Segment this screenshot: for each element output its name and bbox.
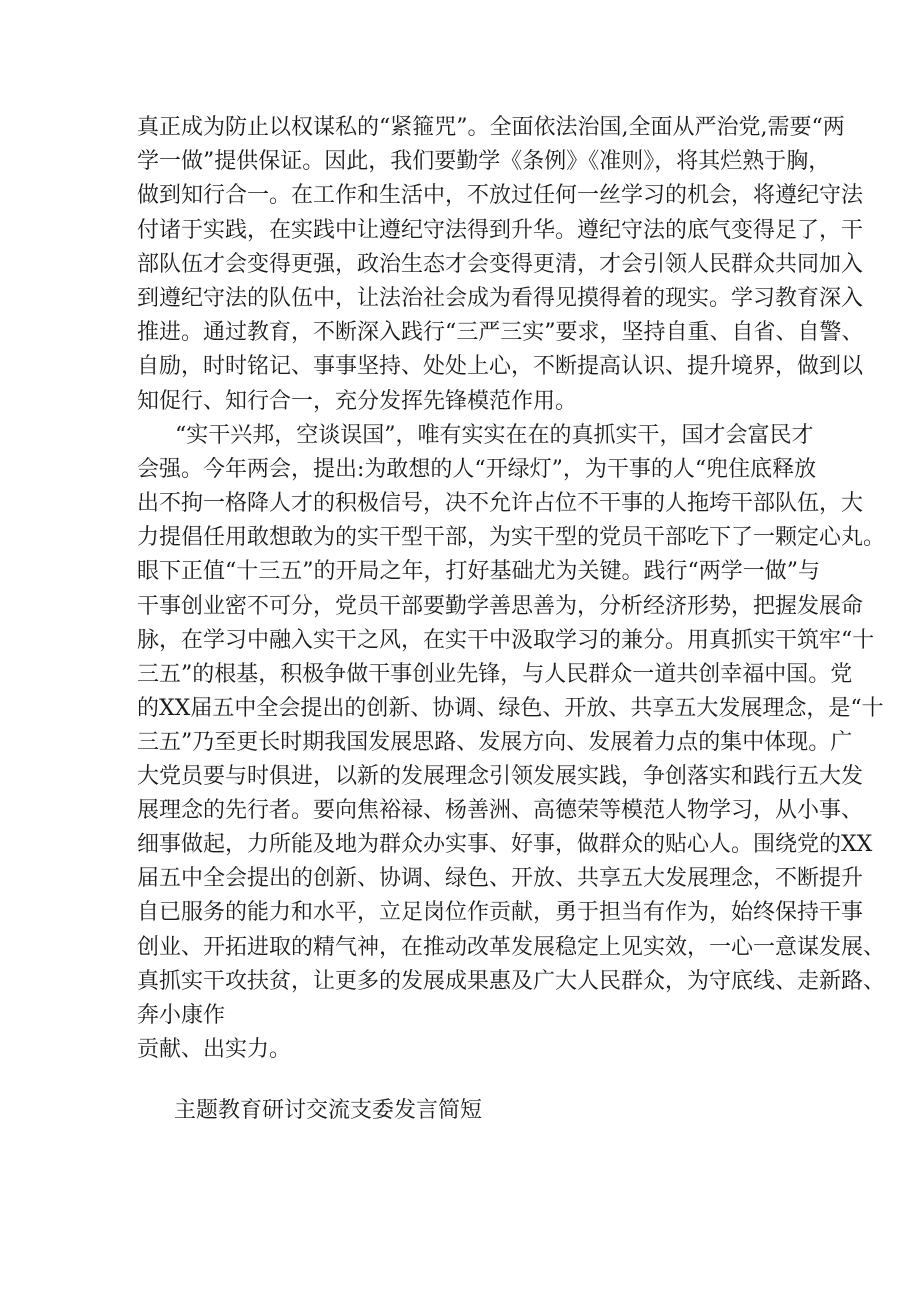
paragraph-2-line: 会强。今年两会，提出:为敢想的人“开绿灯”，为干事的人“兜住底释放 — [137, 457, 817, 483]
paragraph-2-line: 干事创业密不可分，党员干部要勤学善思善为，分析经济形势，把握发展命 — [137, 593, 864, 619]
paragraph-2-line: “实干兴邦，空谈误国”，唯有实实在在的真抓实干，国才会富民才 — [175, 423, 814, 448]
paragraph-2-line: 大党员要与时俱进，以新的发展理念引领发展实践，争创落实和践行五大发 — [137, 764, 864, 789]
paragraph-2-line: 细事做起，力所能及地为群众办实事、好事，做群众的贴心人。围绕党的XX — [137, 832, 873, 858]
section-heading: 主题教育研讨交流支委发言简短 — [174, 1098, 483, 1123]
paragraph-1-line: 推进。通过教育，不断深入践行“三严三实”要求，坚持自重、自省、自警、 — [137, 320, 864, 346]
paragraph-2-line: 自已服务的能力和水平，立足岗位作贡献，勇于担当有作为，始终保持干事 — [137, 900, 864, 926]
paragraph-2-line: 展理念的先行者。要向焦裕禄、杨善洲、高德荣等模范人物学习，从小事、 — [137, 798, 864, 824]
paragraph-2-line: 脉，在学习中融入实干之风，在实干中汲取学习的兼分。用真抓实干筑牢“十 — [137, 627, 875, 653]
paragraph-2-line: 真抓实干攻扶贫，让更多的发展成果惠及广大人民群众，为守底线、走新路、 — [137, 968, 886, 994]
paragraph-1-line: 自励，时时铭记、事事坚持、处处上心，不断提高认识、提升境界，做到以 — [137, 354, 864, 380]
paragraph-1-line: 付诸于实践，在实践中让遵纪守法得到升华。遵纪守法的底气变得足了，干 — [137, 217, 864, 243]
paragraph-1-line: 部队伍才会变得更强，政治生态才会变得更清，才会引领人民群众共同加入 — [137, 251, 864, 277]
paragraph-2-line: 创业、开拓进取的精气神，在推动改革发展稳定上见实效，一心一意谋发展、 — [137, 934, 886, 960]
paragraph-1-line: 知促行、知行合一，充分发挥先锋模范作用。 — [137, 388, 578, 414]
paragraph-1-line: 到遵纪守法的队伍中，让法治社会成为看得见摸得着的现实。学习教育深入 — [137, 286, 864, 311]
paragraph-1-line: 真正成为防止以权谋私的“紧箍咒”。全面依法治国,全面从严治党,需要“两 — [137, 115, 845, 140]
paragraph-2-line: 力提倡任用敢想敢为的实干型干部，为实干型的党员干部吃下了一颗定心丸。 — [137, 525, 886, 551]
paragraph-1-line: 学一做”提供保证。因此，我们要勤学《条例》《准则》，将其烂熟于胸， — [137, 149, 831, 175]
paragraph-2-line: 出不拘一格降人才的积极信号，决不允许占位不干事的人拖垮干部队伍，大 — [137, 491, 864, 517]
paragraph-2-line: 三五”的根基，积极争做干事创业先锋，与人民群众一道共创幸福中国。党 — [137, 661, 853, 687]
paragraph-2-line: 届五中全会提出的创新、协调、绿色、开放、共享五大发展理念，不断提升 — [137, 866, 864, 892]
paragraph-2-line: 的XX届五中全会提出的创新、协调、绿色、开放、共享五大发展理念，是“十 — [137, 695, 884, 721]
paragraph-2-line: 贡献、出实力。 — [137, 1036, 292, 1062]
paragraph-1-line: 做到知行合一。在工作和生活中，不放过任何一丝学习的机会，将遵纪守法 — [137, 183, 864, 209]
paragraph-2-line: 三五”乃至更长时期我国发展思路、发展方向、发展着力点的集中体现。广 — [137, 729, 853, 755]
paragraph-2-line: 奔小康作 — [137, 1002, 226, 1028]
paragraph-2-line: 眼下正值“十三五”的开局之年，打好基础尤为关键。践行“两学一做”与 — [137, 559, 820, 585]
